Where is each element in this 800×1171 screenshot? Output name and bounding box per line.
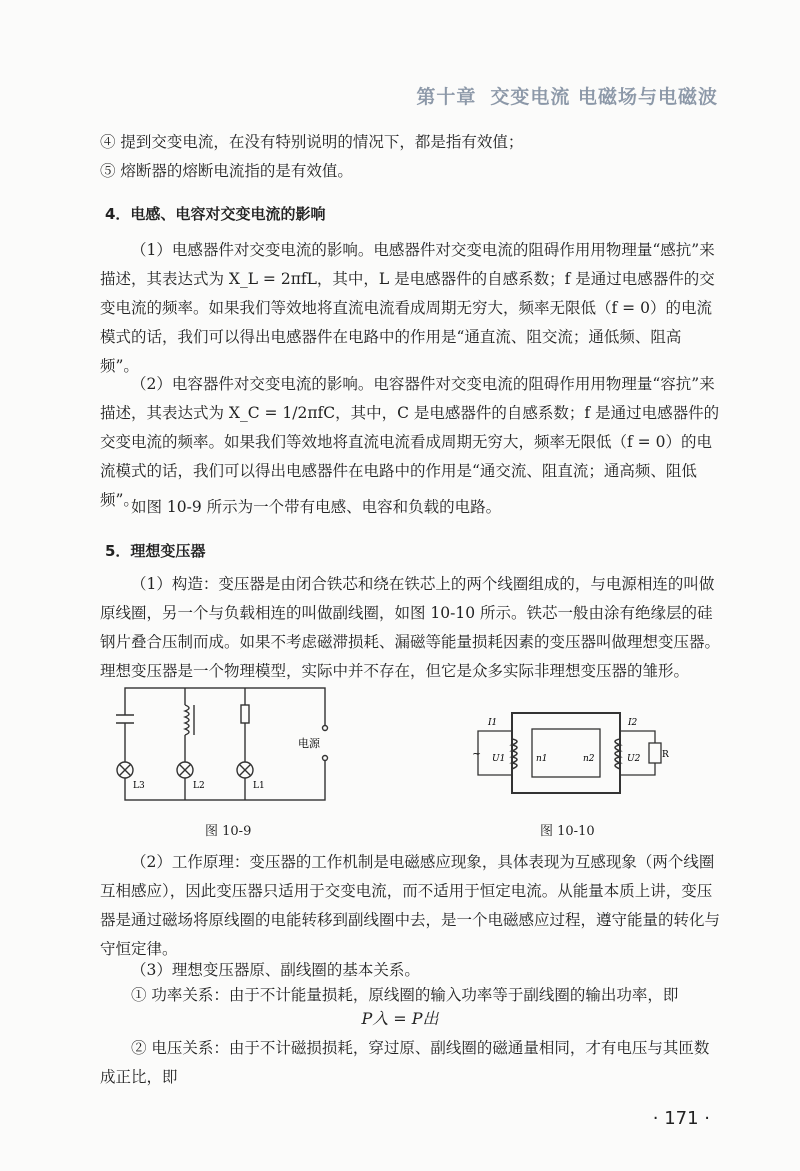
section-5-paragraph-5: ② 电压关系：由于不计磁损损耗，穿过原、副线圈的磁通量相同，才有电压与其匝数成正比，即 [100,1039,710,1086]
chapter-header [402,82,718,109]
lamp-l3-label: L3 [133,781,145,791]
section-4-paragraph-3: 如图 10-9 所示为一个带有电感、电容和负载的电路。 [131,498,502,516]
current-i1-label: I1 [488,718,498,728]
chapter-number: 第十章 [416,86,477,108]
power-formula: P入 = P出 [361,1009,439,1028]
section-5-paragraph-3: （3）理想变压器原、副线圈的基本关系。 [131,961,420,979]
chapter-title: 交变电流 电磁场与电磁波 [490,86,718,108]
item-4: ④ 提到交变电流，在没有特别说明的情况下，都是指有效值； [100,133,524,151]
section-5-paragraph-4: ① 功率关系：由于不计能量损耗，原线圈的输入功率等于副线圈的输出功率，即 [131,986,679,1004]
section-4-paragraph-2: （2）电容器件对交变电流的影响。电容器件对交变电流的阻碍作用用物理量“容抗”来描述，其表达式为 X_C = 1/2πfC，其中，C 是电感器件的自感系数；f 是通过电感器件的交变电流的频率。如果我们等效地将直流电流看成周期无穷大，频率无限低（f = 0）的电流模式的话，我们可以得出电感器件在电路中的作用是“通交流、阻直流；通高频、阻低频”。 [100,375,720,509]
figure-10-9-circuit [110,680,340,810]
source-label: 电源 [298,737,320,750]
section-5-paragraph-1: （1）构造：变压器是由闭合铁芯和绕在铁芯上的两个线圈组成的，与电源相连的叫做原线圈，另一个与负载相连的叫做副线圈，如图 10-10 所示。铁芯一般由涂有绝缘层的硅钢片叠合压制而成。如果不考虑磁滞损耗、漏磁等能量损耗因素的变压器叫做理想变压器。理想变压器是一个物理模型，实际中并不存在，但它是众多实际非理想变压器的雏形。 [100,575,721,680]
turns-n1-label: n1 [536,754,548,764]
figure-10-10-caption: 图 10-10 [540,824,595,839]
voltage-u2-label: U2 [627,754,641,764]
figure-10-9-caption: 图 10-9 [205,824,252,839]
lamp-l2-label: L2 [193,781,205,791]
section-4-paragraph-1: （1）电感器件对交变电流的影响。电感器件对交变电流的阻碍作用用物理量“感抗”来描述，其表达式为 X_L = 2πfL，其中，L 是电感器件的自感系数；f 是通过电感器件的交变电流的频率。如果我们等效地将直流电流看成周期无穷大，频率无限低（f = 0）的电流模式的话，我们可以得出电感器件在电路中的作用是“通直流、阻交流；通低频、阻高频”。 [100,241,715,375]
voltage-u1-label: U1 [492,754,506,764]
current-i2-label: I2 [628,718,638,728]
resistor-r-label: R [662,750,669,760]
item-5: ⑤ 熔断器的熔断电流指的是有效值。 [100,162,353,180]
section-4-heading: 4．电感、电容对交变电流的影响 [105,205,326,223]
turns-n2-label: n2 [583,754,595,764]
figure-10-10-transformer [470,705,670,805]
ac-source-symbol: ~ [472,747,482,760]
section-5-heading: 5．理想变压器 [105,542,206,560]
lamp-l1-label: L1 [253,781,265,791]
section-5-paragraph-2: （2）工作原理：变压器的工作机制是电磁感应现象，具体表现为互感现象（两个线圈互相感应），因此变压器只适用于交变电流，而不适用于恒定电流。从能量本质上讲，变压器是通过磁场将原线圈的电能转移到副线圈中去，是一个电磁感应过程，遵守能量的转化与守恒定律。 [100,853,721,958]
page-number: · 171 · [652,1108,710,1129]
